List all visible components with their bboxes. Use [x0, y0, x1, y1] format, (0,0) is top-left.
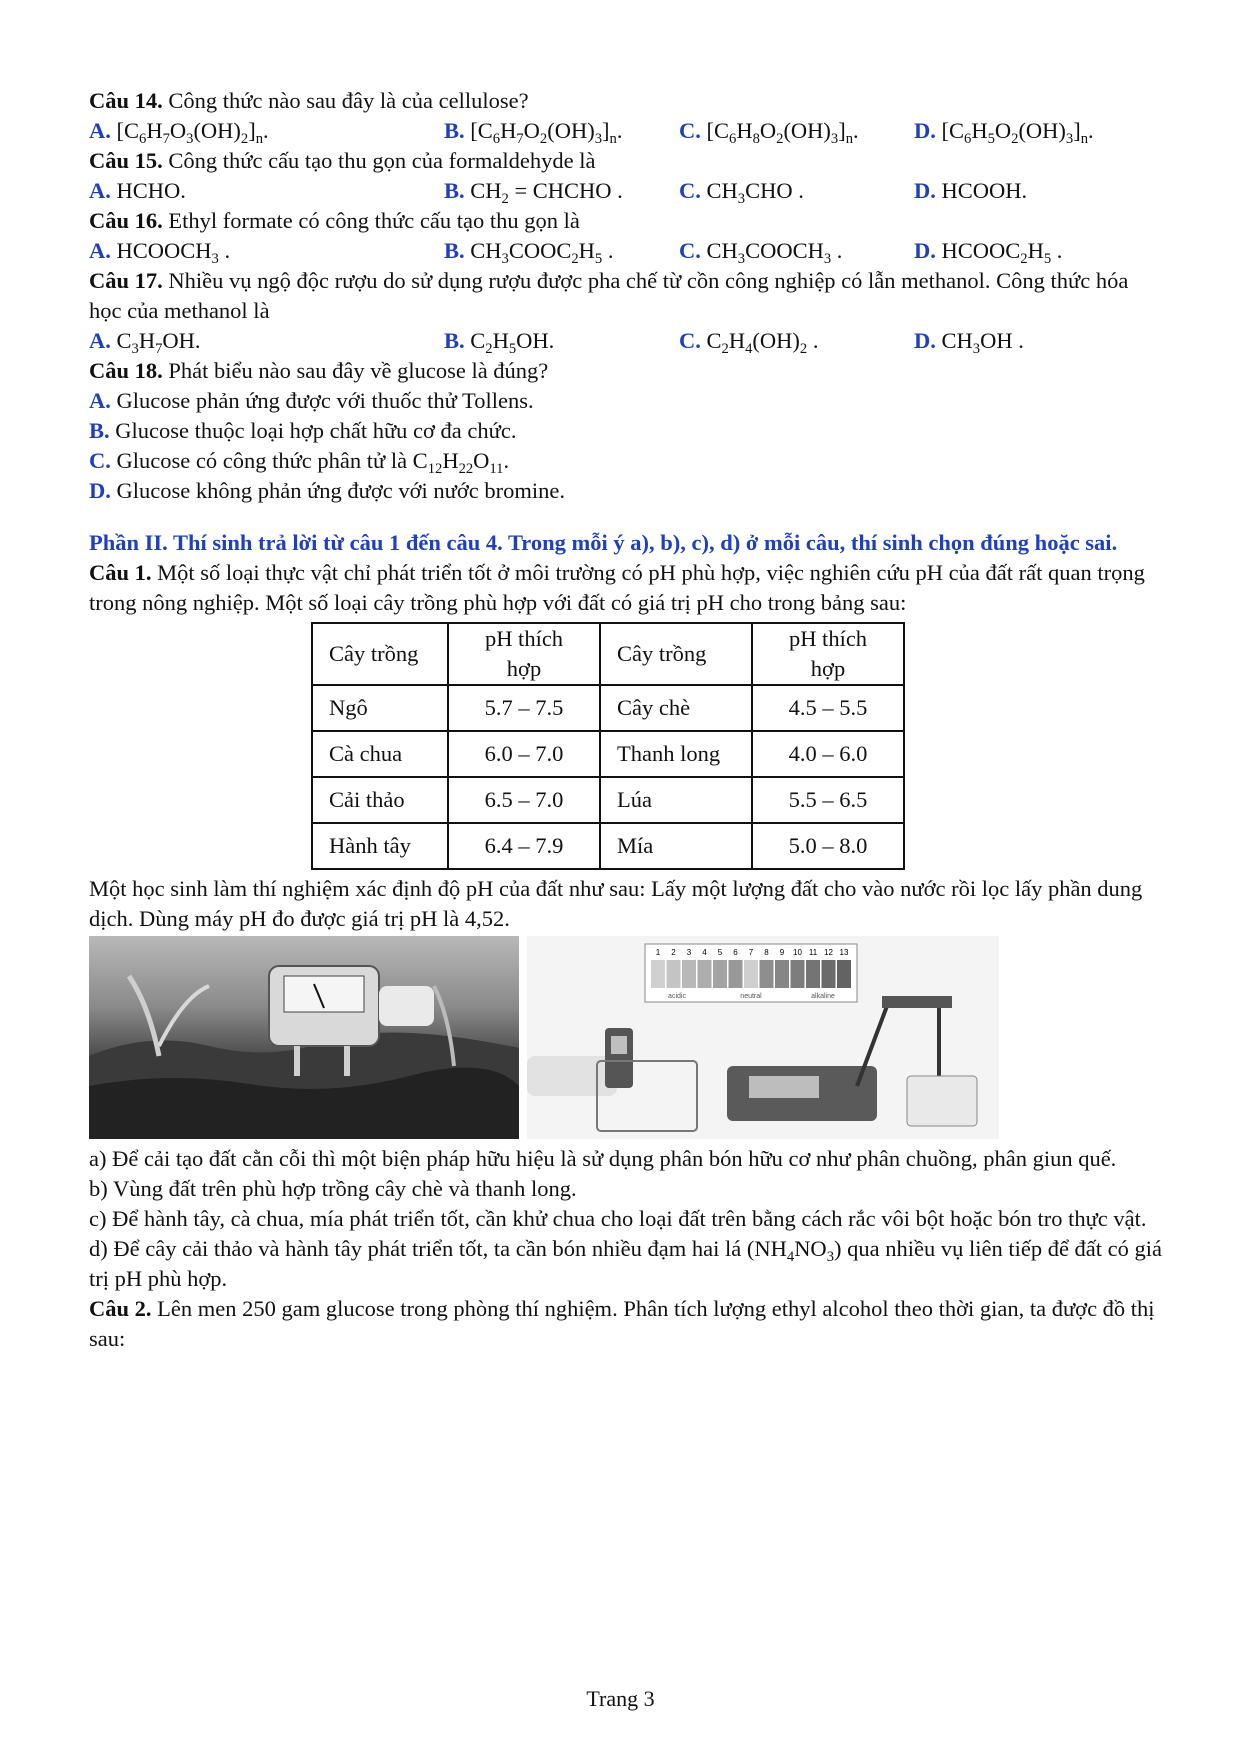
experiment-text: Một học sinh làm thí nghiệm xác định độ pH của đất như sau: Lấy một lượng đất cho vào nước rồi lọc lấy phần dung dịch. Dùng máy pH đo được giá trị pH là 4,52.	[89, 876, 1143, 931]
table-cell: Ngô	[312, 685, 448, 731]
formula: $CH_3COOC_2H_5$ .	[470, 238, 614, 268]
ph-scale-number: 9	[779, 948, 785, 957]
ph-color-swatch	[729, 960, 743, 988]
formula: $HCOOCH_3$ .	[116, 238, 231, 268]
ph-scale-number: 11	[808, 948, 818, 957]
table-cell: 4.5 – 5.5	[752, 685, 904, 731]
q16-option-d[interactable]: D. $HCOOC_2H_5$ .	[914, 238, 1063, 268]
ph-color-swatch	[806, 960, 820, 988]
ph-scale-number: 7	[748, 948, 754, 957]
question-14: Câu 14. Công thức nào sau đây là của cellulose?	[89, 88, 529, 113]
part-2-heading: Phần II. Thí sinh trả lời từ câu 1 đến câu 4. Trong mỗi ý a), b), c), d) ở mỗi câu, thí sinh chọn đúng hoặc sai.	[89, 530, 1118, 555]
q16-option-a[interactable]: A. $HCOOCH_3$ .	[89, 238, 231, 268]
ph-color-swatch	[744, 960, 758, 988]
table-cell: Cà chua	[312, 731, 448, 777]
table-header: Cây trồng	[312, 623, 448, 685]
statement-d: d) Để cây cải thảo và hành tây phát triển tốt, ta cần bón nhiều đạm hai lá $(NH_4NO_3)$ qua nhiều vụ liên tiếp để đất có giá trị pH phù hợp.	[89, 1236, 1163, 1291]
q14-option-a[interactable]: A. $[C_6H_7O_3(OH)_2]_n$.	[89, 118, 269, 148]
ph-scale-number: 13	[839, 948, 849, 957]
q18-option-d[interactable]: D. Glucose không phản ứng được với nước bromine.	[89, 478, 565, 503]
ph-scale-label: alkaline	[811, 993, 835, 1000]
ph-scale-number: 8	[764, 948, 769, 957]
table-header: pH thích hợp	[752, 623, 904, 685]
question-16: Câu 16. Ethyl formate có công thức cấu tạo thu gọn là	[89, 208, 580, 233]
ph-table	[311, 622, 905, 870]
formula: HCOOH.	[941, 178, 1028, 203]
soil-ph-meter-photo	[89, 936, 519, 1139]
photos	[89, 936, 1164, 1142]
formula: $CH_2$ = CHCHO .	[470, 178, 623, 208]
table-header-row	[312, 623, 904, 685]
table-row	[312, 731, 904, 777]
statement-b: b) Vùng đất trên phù hợp trồng cây chè và thanh long.	[89, 1176, 577, 1201]
table-row	[312, 823, 904, 869]
q15-option-c[interactable]: C. $CH_3CHO$ .	[679, 178, 804, 208]
q18-option-b[interactable]: B. Glucose thuộc loại hợp chất hữu cơ đa chức.	[89, 418, 517, 443]
part2-question-2: Câu 2. Lên men 250 gam glucose trong phòng thí nghiệm. Phân tích lượng ethyl alcohol theo thời gian, ta được đồ thị sau:	[89, 1296, 1155, 1351]
formula: $CH_3CHO$ .	[706, 178, 804, 208]
table-cell: Lúa	[600, 777, 752, 823]
table-cell: 6.0 – 7.0	[448, 731, 600, 777]
formula: $[C_6H_5O_2(OH)_3]_n$.	[941, 118, 1094, 148]
formula: $[C_6H_7O_2(OH)_3]_n$.	[470, 118, 623, 148]
q18-option-a[interactable]: A. Glucose phản ứng được với thuốc thử Tollens.	[89, 388, 534, 413]
q17-option-a[interactable]: A. $C_3H_7OH$.	[89, 328, 201, 358]
table-cell: Thanh long	[600, 731, 752, 777]
formula: $[C_6H_8O_2(OH)_3]_n$.	[706, 118, 859, 148]
ph-color-swatch	[713, 960, 727, 988]
ph-scale-number: 10	[793, 948, 802, 957]
q14-option-c[interactable]: C. $[C_6H_8O_2(OH)_3]_n$.	[679, 118, 859, 148]
formula: $C_2H_5OH$.	[470, 328, 555, 358]
ph-color-swatch	[760, 960, 774, 988]
formula: Glucose phản ứng được với thuốc thử Tollens.	[116, 388, 534, 413]
question-15: Câu 15. Công thức cấu tạo thu gọn của formaldehyde là	[89, 148, 596, 173]
page-number: Trang 3	[586, 1686, 655, 1711]
q17-option-b[interactable]: B. $C_2H_5OH$.	[444, 328, 555, 358]
ph-scale-illustration	[527, 936, 999, 1139]
ph-color-swatch	[775, 960, 789, 988]
table-header: Cây trồng	[600, 623, 752, 685]
ph-color-swatch	[822, 960, 836, 988]
table-cell: Mía	[600, 823, 752, 869]
table-cell: 5.5 – 6.5	[752, 777, 904, 823]
q17-options	[89, 326, 1164, 356]
ph-color-swatch	[682, 960, 696, 988]
ph-scale-number: 1	[655, 948, 661, 957]
q14-option-d[interactable]: D. $[C_6H_5O_2(OH)_3]_n$.	[914, 118, 1094, 148]
q17-option-c[interactable]: C. $C_2H_4(OH)_2$ .	[679, 328, 819, 358]
table-cell: 5.0 – 8.0	[752, 823, 904, 869]
ph-color-swatch	[791, 960, 805, 988]
formula: $C_3H_7OH$.	[116, 328, 201, 358]
table-cell: 6.4 – 7.9	[448, 823, 600, 869]
formula: $CH_3OH$ .	[941, 328, 1024, 358]
ph-scale-label: neutral	[740, 993, 762, 1000]
ph-scale-number: 5	[717, 948, 723, 957]
q17-option-d[interactable]: D. $CH_3OH$ .	[914, 328, 1024, 358]
ph-scale-number: 2	[671, 948, 676, 957]
ph-meter-lab-photo	[527, 936, 999, 1139]
table-cell: Cây chè	[600, 685, 752, 731]
formula: Glucose thuộc loại hợp chất hữu cơ đa chức.	[115, 418, 517, 443]
table-cell: 4.0 – 6.0	[752, 731, 904, 777]
ph-scale-number: 3	[686, 948, 692, 957]
q18-option-c[interactable]: C. Glucose có công thức phân tử là $C_{12}H_{22}O_{11}$.	[89, 448, 510, 478]
table-cell: Cải thảo	[312, 777, 448, 823]
table-cell: 5.7 – 7.5	[448, 685, 600, 731]
table-row	[312, 777, 904, 823]
q14-options	[89, 116, 1164, 146]
q15-option-b[interactable]: B. $CH_2$ = CHCHO .	[444, 178, 623, 208]
q16-option-c[interactable]: C. $CH_3COOCH_3$ .	[679, 238, 843, 268]
ph-scale-number: 6	[733, 948, 738, 957]
ph-scale-number: 12	[824, 948, 833, 957]
ph-scale-label: acidic	[668, 993, 686, 1000]
formula: $HCOOC_2H_5$ .	[941, 238, 1063, 268]
ph-scale-number: 4	[702, 948, 707, 957]
ph-color-swatch	[698, 960, 712, 988]
question-18: Câu 18. Phát biểu nào sau đây về glucose là đúng?	[89, 358, 549, 383]
q15-option-d[interactable]: D. HCOOH.	[914, 178, 1028, 203]
statement-a: a) Để cải tạo đất cằn cỗi thì một biện pháp hữu hiệu là sử dụng phân bón hữu cơ như phân chuồng, phân giun quế.	[89, 1146, 1117, 1171]
formula: HCHO.	[116, 178, 186, 203]
formula: Glucose có công thức phân tử là $C_{12}H_{22}O_{11}$.	[116, 448, 510, 478]
statement-c: c) Để hành tây, cà chua, mía phát triển tốt, cần khử chua cho loại đất trên bằng cách rắc vôi bột hoặc bón tro thực vật.	[89, 1206, 1147, 1231]
q16-option-b[interactable]: B. $CH_3COOC_2H_5$ .	[444, 238, 614, 268]
formula: $C_2H_4(OH)_2$ .	[706, 328, 819, 358]
table-cell: 6.5 – 7.0	[448, 777, 600, 823]
formula: $[C_6H_7O_3(OH)_2]_n$.	[116, 118, 269, 148]
soil-photo-illustration	[89, 936, 519, 1139]
page-content	[89, 86, 1164, 1354]
table-cell: Hành tây	[312, 823, 448, 869]
table-header: pH thích hợp	[448, 623, 600, 685]
ph-color-swatch	[837, 960, 851, 988]
part2-question-1: Câu 1. Một số loại thực vật chỉ phát triển tốt ở môi trường có pH phù hợp, việc nghiên cứu pH của đất rất quan trọng trong nông nghiệp. Một số loại cây trồng phù hợp với đất có giá trị pH cho trong bảng sau:	[89, 560, 1145, 615]
q16-options	[89, 236, 1164, 266]
ph-color-swatch	[667, 960, 681, 988]
ph-color-swatch	[651, 960, 665, 988]
q15-option-a[interactable]: A. HCHO.	[89, 178, 186, 203]
table-row	[312, 685, 904, 731]
q14-option-b[interactable]: B. $[C_6H_7O_2(OH)_3]_n$.	[444, 118, 623, 148]
q15-options	[89, 176, 1164, 206]
question-17: Câu 17. Nhiều vụ ngộ độc rượu do sử dụng rượu được pha chế từ cồn công nghiệp có lẫn methanol. Công thức hóa học của methanol là	[89, 268, 1129, 323]
formula: Glucose không phản ứng được với nước bromine.	[116, 478, 565, 503]
formula: $CH_3COOCH_3$ .	[706, 238, 843, 268]
